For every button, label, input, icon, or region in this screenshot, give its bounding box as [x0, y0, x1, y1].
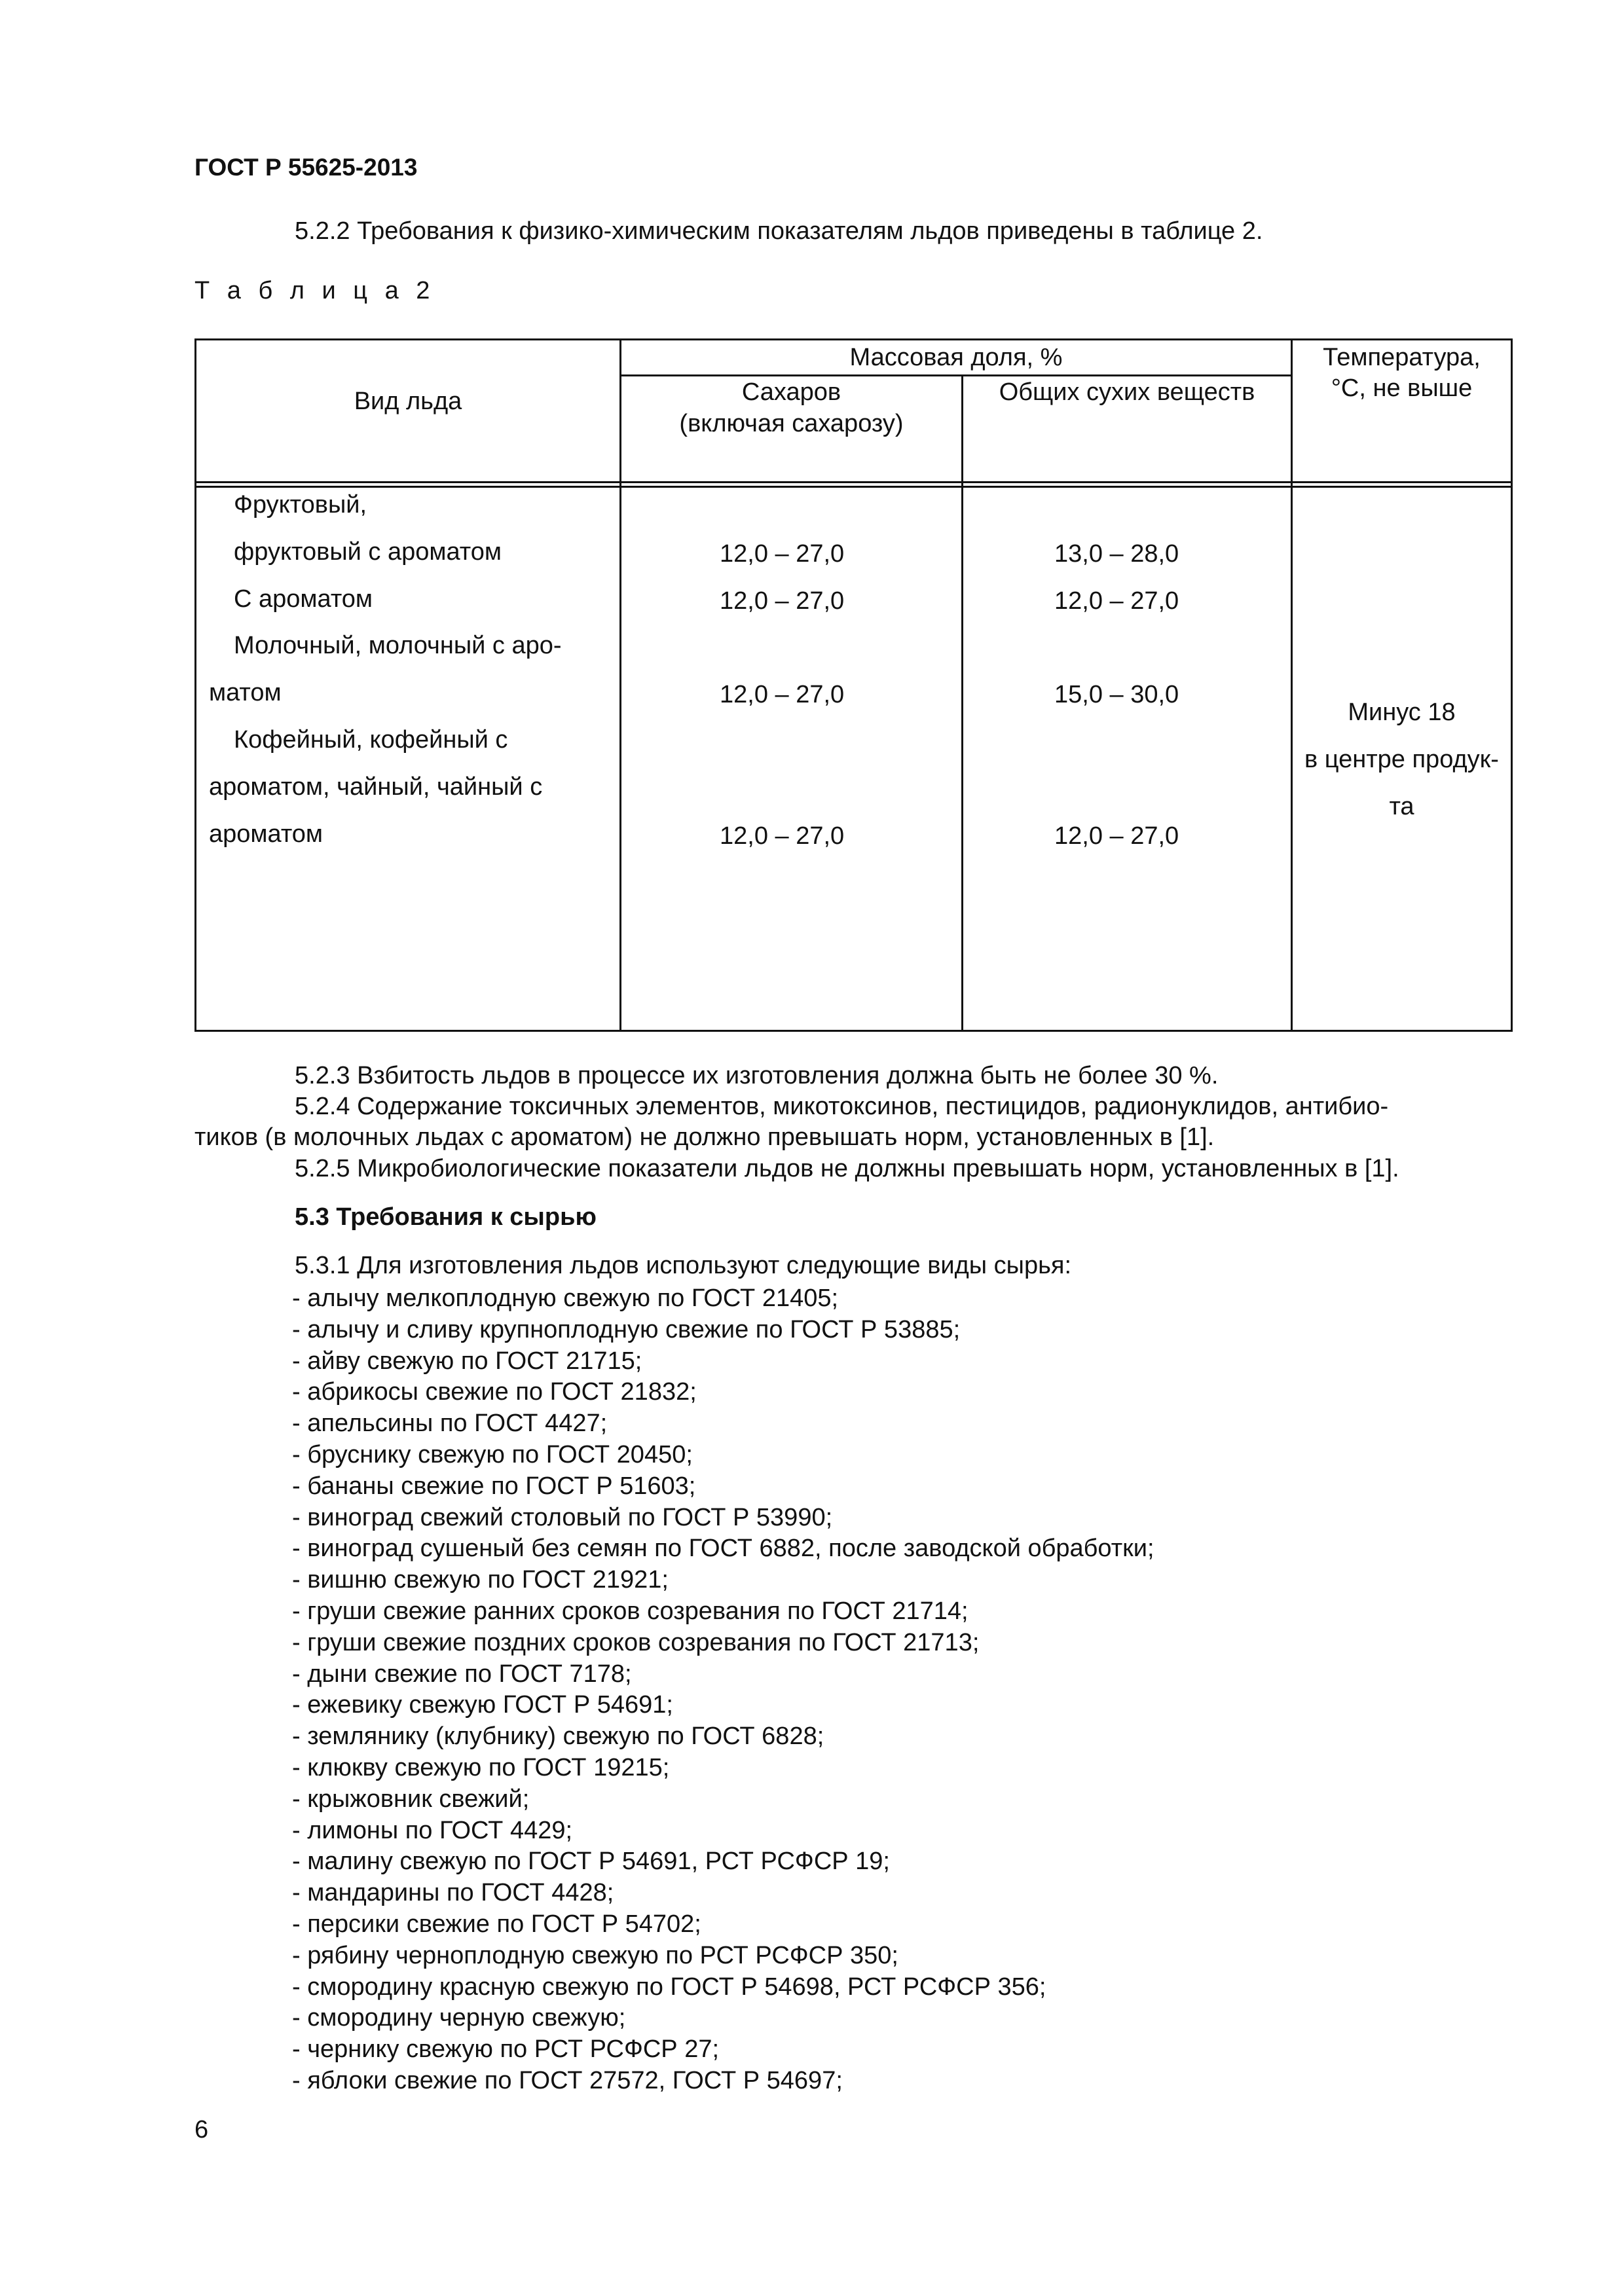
- header-mass-fraction: Массовая доля, %: [849, 344, 1063, 371]
- table-border-left: [194, 338, 196, 1032]
- list-item: - виноград свежий столовый по ГОСТ Р 53990;: [292, 1503, 833, 1531]
- list-intro: 5.3.1 Для изготовления льдов используют следующие виды сырья:: [295, 1252, 1072, 1279]
- solids-value: 13,0 – 28,0: [1054, 540, 1179, 568]
- header-sugars: Сахаров: [741, 378, 841, 406]
- table-border-bottom: [194, 1030, 1513, 1032]
- list-item: - малину свежую по ГОСТ Р 54691, РСТ РСФСР 19;: [292, 1848, 890, 1876]
- header-separator-2: [194, 486, 1513, 488]
- paragraph-5-2-4: 5.2.4 Содержание токсичных элементов, микотоксинов, пестицидов, радионуклидов, антибио-: [295, 1093, 1389, 1120]
- list-item: - алычу и сливу крупноплодную свежие по ГОСТ Р 53885;: [292, 1315, 961, 1343]
- table-caption: Т а б л и ц а 2: [194, 277, 435, 304]
- list-item: - чернику свежую по РСТ РСФСР 27;: [292, 2035, 720, 2064]
- list-item: - апельсины по ГОСТ 4427;: [292, 1410, 608, 1438]
- list-item: - груши свежие поздних сроков созревания по ГОСТ 21713;: [292, 1628, 980, 1656]
- col-line-3: [1291, 338, 1293, 1032]
- temperature-value: Минус 18: [1348, 699, 1456, 726]
- paragraph-5-2-5: 5.2.5 Микробиологические показатели льдов не должны превышать норм, установленных в [1].: [295, 1155, 1399, 1182]
- list-item: - айву свежую по ГОСТ 21715;: [292, 1347, 642, 1375]
- solids-value: 12,0 – 27,0: [1054, 587, 1179, 615]
- section-title: 5.3 Требования к сырью: [295, 1203, 597, 1231]
- header-dry-solids: Общих сухих веществ: [999, 378, 1255, 406]
- list-item: - персики свежие по ГОСТ Р 54702;: [292, 1910, 701, 1938]
- list-item: - ежевику свежую ГОСТ Р 54691;: [292, 1691, 673, 1719]
- header-ice-type: Вид льда: [354, 388, 462, 415]
- header-separator: [194, 481, 1513, 483]
- page-number: 6: [194, 2116, 209, 2143]
- ice-type-line: Фруктовый,: [234, 491, 367, 519]
- list-item: - клюкву свежую по ГОСТ 19215;: [292, 1753, 670, 1781]
- sugars-value: 12,0 – 27,0: [720, 822, 845, 850]
- solids-value: 12,0 – 27,0: [1054, 822, 1179, 850]
- list-item: - крыжовник свежий;: [292, 1785, 530, 1813]
- header-sugars-note: (включая сахарозу): [679, 410, 904, 437]
- sugars-value: 12,0 – 27,0: [720, 587, 845, 615]
- requirements-table: [194, 338, 1513, 1032]
- list-item: - мандарины по ГОСТ 4428;: [292, 1879, 614, 1907]
- list-item: - дыни свежие по ГОСТ 7178;: [292, 1660, 632, 1688]
- ice-type-line: Кофейный, кофейный с: [234, 726, 508, 754]
- list-item: - рябину черноплодную свежую по РСТ РСФСР 350;: [292, 1941, 898, 1969]
- list-item: - алычу мелкоплодную свежую по ГОСТ 21405;: [292, 1285, 839, 1312]
- col-line-2: [961, 376, 963, 1032]
- ice-type-line: С ароматом: [234, 585, 373, 613]
- list-item: - землянику (клубнику) свежую по ГОСТ 6828;: [292, 1722, 824, 1751]
- ice-type-line: ароматом: [209, 820, 323, 848]
- list-item: - виноград сушеный без семян по ГОСТ 6882, после заводской обработки;: [292, 1535, 1154, 1563]
- list-item: - вишню свежую по ГОСТ 21921;: [292, 1566, 669, 1594]
- list-item: - бананы свежие по ГОСТ Р 51603;: [292, 1472, 696, 1500]
- list-item: - яблоки свежие по ГОСТ 27572, ГОСТ Р 54697;: [292, 2066, 843, 2094]
- temperature-note: та: [1389, 793, 1414, 820]
- table-border-right: [1511, 338, 1513, 1032]
- list-item: - груши свежие ранних сроков созревания по ГОСТ 21714;: [292, 1597, 969, 1625]
- sugars-value: 12,0 – 27,0: [720, 540, 845, 568]
- paragraph-5-2-4-cont: тиков (в молочных льдах с ароматом) не должно превышать норм, установленных в [1].: [194, 1123, 1215, 1151]
- raw-materials-list: [292, 1283, 1154, 2097]
- ice-type-line: фруктовый с ароматом: [234, 538, 502, 566]
- col-line-1: [619, 338, 621, 1032]
- header-temperature: Температура,: [1323, 344, 1481, 371]
- temperature-note: в центре продук-: [1304, 746, 1499, 773]
- list-item: - смородину красную свежую по ГОСТ Р 54698, РСТ РСФСР 356;: [292, 1973, 1046, 2001]
- header-temperature-unit: °С, не выше: [1331, 374, 1473, 402]
- list-item: - абрикосы свежие по ГОСТ 21832;: [292, 1378, 697, 1406]
- document-code: ГОСТ Р 55625-2013: [194, 154, 418, 181]
- intro-paragraph: 5.2.2 Требования к физико-химическим показателям льдов приведены в таблице 2.: [295, 217, 1263, 245]
- sugars-value: 12,0 – 27,0: [720, 681, 845, 708]
- paragraph-5-2-3: 5.2.3 Взбитость льдов в процессе их изготовления должна быть не более 30 %.: [295, 1062, 1219, 1089]
- ice-type-line: матом: [209, 679, 282, 706]
- list-item: - бруснику свежую по ГОСТ 20450;: [292, 1440, 693, 1468]
- ice-type-line: Молочный, молочный с аро-: [234, 632, 562, 659]
- list-item: - лимоны по ГОСТ 4429;: [292, 1816, 573, 1844]
- solids-value: 15,0 – 30,0: [1054, 681, 1179, 708]
- ice-type-line: ароматом, чайный, чайный с: [209, 773, 543, 801]
- list-item: - смородину черную свежую;: [292, 2004, 626, 2032]
